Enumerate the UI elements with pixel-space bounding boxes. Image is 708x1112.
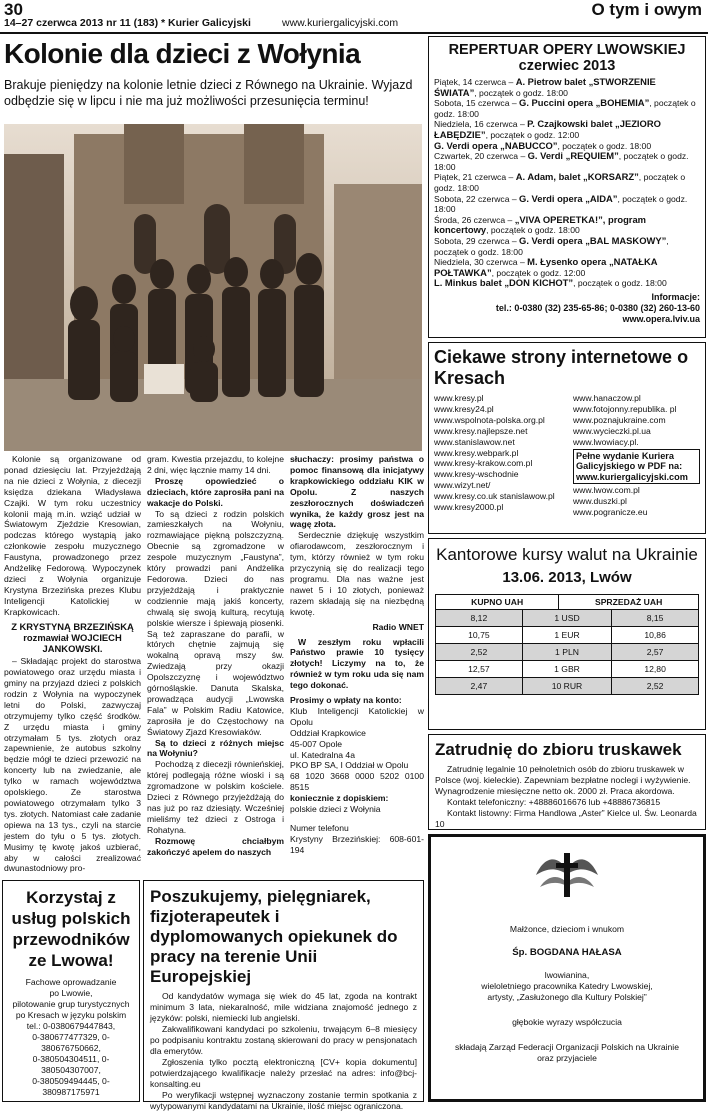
opera-item-date: Sobota, 15 czerwca – xyxy=(434,98,520,109)
opera-item-title: G. Verdi opera „NABUCCO” xyxy=(434,139,558,151)
website-link[interactable]: www.kresy-wschodnie xyxy=(434,469,519,480)
website-link[interactable]: www.kresy.co.uk stanislawow.pl xyxy=(434,491,555,502)
interview-question: Proszę opowiedzieć o dzieciach, które zaprosiła pani na wakacje do Polski. xyxy=(147,475,284,508)
pdf-edition-url[interactable]: www.kuriergalicyjski.com xyxy=(575,471,688,482)
site-url: www.kuriergalicyjski.com xyxy=(282,17,399,29)
nurse-job-paragraph: Od kandydatów wymaga się wiek do 45 lat, zgoda na kontrakt minimum 3 lata, niekaralność, mile widziana znajomość jednego z języków: polski, niemiecki lub angielski. xyxy=(150,991,417,1023)
websites-left-list xyxy=(434,393,573,518)
nurse-job-paragraph: Zgłoszenia tylko pocztą elektroniczną [CV+ kopia dokumentu] potwierdzającego kwalifikacje należy przesłać na adres: info@bcj-konsalting.eu xyxy=(150,1057,417,1089)
opera-item-title: A. Pietrow balet „STWORZENIE ŚWIATA” xyxy=(434,76,656,98)
obituary-box xyxy=(428,834,706,1102)
account-line: Klub Inteligencji Katolickiej w Opolu xyxy=(290,705,424,727)
opera-phones: tel.: 0-0380 (32) 235-65-86; 0-0380 (32) 260-13-60 xyxy=(495,302,700,313)
account-label: Prosimy o wpłaty na konto: xyxy=(290,695,402,706)
opera-item-time: , początek o godz. 12:00 xyxy=(491,267,586,278)
article-paragraph: – Składając projekt do starostwa powiatowego oraz urzędu miasta i gminy na przyjazd dzieci z polskich rodzin z Wołynia na wypoczynek letni do Polski, zazwyczaj otrzymujemy tylko część środków. Z urzędu miasta i gminy otrzymałam 5 tys. złotych oraz zapewnienie, że autobus szkolny będzie mógł te dzieci przewozić na koncerty lub na zwiedzanie, ale tylko w ramach województwa opolskiego. Ze starostwa powiatowego otrzymałam tylko 3 tys. złotych. Natomiast całe zadanie opiewa na 13 tys., czyli na starcie jestem do tyłu o 5 tys. złotych. Musimy tę kwotę jakoś uzbierać, aby w całości zrealizować dwunastodniowy pro- xyxy=(4,656,141,874)
website-link[interactable]: www.kresy-krakow.com.pl xyxy=(434,458,533,469)
website-link[interactable]: www.wizyt.net/ xyxy=(434,480,491,491)
account-line: ul. Katedralna 4a xyxy=(290,749,355,760)
opera-item xyxy=(434,172,700,193)
exchange-rates-box xyxy=(428,538,706,730)
article-paragraph: Serdecznie dziękuję wszystkim ofiarodawcom, zeszłorocznym i tym, którzy również w tym roku przyczynią się do realizacji tego programu. Dla nas ważne jest nawet 5 i 10 złotych, ponieważ razem składają się na niezbędną kwotę. xyxy=(290,530,424,617)
appeal-text: słuchaczy: prosimy państwa o pomoc finansową dla inicjatywy krapkowickiego oddziału KIK w Opolu. Z naszych zeszłorocznych doświadczeń wynika, że każdy grosz jest na wagę złota. xyxy=(290,454,424,530)
guide-line: Fachowe oprowadzanie xyxy=(25,977,117,987)
opera-item xyxy=(434,194,700,215)
article-column-3 xyxy=(290,454,424,856)
nurse-job-title: Poszukujemy, pielęgniarek, fizjoterapeutek i dyplomowanych opiekunek do pracy na terenie Unii Europejskiej xyxy=(150,887,398,986)
obituary-desc-line: artysty, „Zasłużonego dla Kultury Polskiej” xyxy=(487,992,647,1002)
currency: 1 GBR xyxy=(522,661,611,678)
buy-rate: 12,57 xyxy=(436,661,523,678)
article-lead: Brakuje pieniędzy na kolonie letnie dzieci z Równego na Ukrainie. Wyjazd odbędzie się w lipcu i nie ma już możliwości przesunięcia terminu! xyxy=(4,78,413,108)
website-link[interactable]: www.kresy.najlepsze.net xyxy=(434,425,528,436)
account-line: PKO BP SA, I Oddział w Opolu xyxy=(290,760,409,771)
sell-rate: 2,52 xyxy=(612,678,699,695)
guide-line: pilotowanie grup turystycznych xyxy=(12,999,130,1009)
header-sell: SPRZEDAŻ UAH xyxy=(559,595,699,610)
opera-item xyxy=(434,77,700,98)
opera-item-time: , początek o godz. 18:00 xyxy=(573,278,667,289)
obituary-name: Śp. BOGDANA HAŁASA xyxy=(512,947,622,958)
opera-item-title: G. Verdi opera „BAL MASKOWY” xyxy=(519,234,667,246)
obituary-signature xyxy=(441,1042,693,1064)
article-column-1 xyxy=(4,454,141,874)
section-title: O tym i owym xyxy=(591,0,702,19)
opera-item-date: Środa, 26 czerwca – xyxy=(434,214,515,225)
opera-item-title: L. Minkus balet „DON KICHOT” xyxy=(434,277,574,289)
exchange-row xyxy=(436,627,699,644)
website-link[interactable]: www.fotojonny.republika. pl xyxy=(572,403,677,414)
phone-number: Krystyny Brzezińskiej: 608-601-194 xyxy=(290,833,424,855)
opera-item xyxy=(434,257,700,278)
website-link[interactable]: www.stanislawow.net xyxy=(434,436,515,447)
article-title: Kolonie dla dzieci z Wołynia xyxy=(4,38,361,69)
opera-repertoire-box xyxy=(428,36,706,338)
nurse-job-paragraph: Zakwalifikowani kandydaci po szkoleniu, trwającym 6–8 miesięcy po podpisaniu kontraktu zostaną skierowani do pracy w pensjonatach dla emerytów. xyxy=(150,1024,417,1056)
nurse-job-box xyxy=(143,880,424,1111)
opera-item-date: Niedziela, 16 czerwca – xyxy=(434,119,528,130)
interview-byline: Z KRYSTYNĄ BRZEZIŃSKĄ rozmawiał WOJCIECH JANKOWSKI. xyxy=(11,620,134,654)
currency: 1 USD xyxy=(522,610,611,627)
opera-item-time: , początek o godz. 18:00 xyxy=(434,151,689,172)
opera-item-date: Piątek, 14 czerwca – xyxy=(434,77,516,87)
account-note-label: koniecznie z dopiskiem: xyxy=(290,793,389,804)
websites-right-list xyxy=(573,393,700,518)
obituary-condolences: głębokie wyrazy współczucia xyxy=(512,1017,622,1027)
account-line: Oddział Krapkowice xyxy=(290,727,366,738)
strawberry-job-box xyxy=(428,734,706,830)
account-number: 68 1020 3668 0000 5202 0100 8515 xyxy=(290,771,424,793)
strawberry-job-title: Zatrudnię do zbioru truskawek xyxy=(435,740,682,759)
obituary-opening: Małżonce, dzieciom i wnukom xyxy=(509,924,625,934)
sell-rate: 2,57 xyxy=(612,644,699,661)
sell-rate: 8,15 xyxy=(612,610,699,627)
guide-line: 0-380504304511, 0-380504307007, xyxy=(32,1054,110,1075)
opera-item-time: , początek o godz. 18:00 xyxy=(557,140,652,151)
opera-item-time: , początek o godz. 12:00 xyxy=(485,129,580,140)
phone-label: Numer telefonu xyxy=(290,823,349,833)
guide-ad-box xyxy=(2,880,140,1102)
exchange-row xyxy=(436,644,699,661)
buy-rate: 10,75 xyxy=(436,627,523,644)
obituary-description xyxy=(441,970,693,1003)
guide-title: Korzystaj z usług polskich przewodników ze Lwowa! xyxy=(11,888,131,970)
opera-item-time: , początek o godz. 18:00 xyxy=(434,172,686,193)
guide-line: po Lwowie, xyxy=(49,988,93,998)
websites-box xyxy=(428,342,706,534)
pdf-edition-box xyxy=(573,449,700,485)
page-number: 30 xyxy=(4,0,23,19)
obituary-desc-line: lwowianina, xyxy=(544,970,590,980)
group-photo xyxy=(4,124,422,451)
website-link[interactable]: www.kresy2000.pl xyxy=(434,502,504,513)
websites-title: Ciekawe strony internetowe o Kresach xyxy=(434,347,689,388)
opera-item-title: G. Verdi opera „AIDA” xyxy=(519,192,618,204)
exchange-title: Kantorowe kursy walut na Ukrainie xyxy=(436,545,698,564)
buy-rate: 2,47 xyxy=(436,678,523,695)
source-credit: Radio WNET xyxy=(372,621,424,632)
exchange-row xyxy=(436,678,699,695)
currency: 1 PLN xyxy=(522,644,611,661)
strawberry-job-phone: Kontakt telefoniczny: +48886016676 lub +48886736815 xyxy=(447,797,661,807)
opera-item-time: , początek o godz. 18:00 xyxy=(434,193,688,215)
buy-rate: 2,52 xyxy=(436,644,523,661)
exchange-row xyxy=(436,661,699,678)
opera-item-time: , początek o godz. 18:00 xyxy=(474,87,568,98)
opera-item xyxy=(434,215,700,236)
exchange-table xyxy=(435,594,699,695)
opera-item xyxy=(434,236,700,257)
strawberry-job-body: Zatrudnię legalnie 10 pełnoletnich osób do zbioru truskawek w Polsce (woj. kieleckie). Zapewniam bezpłatne noclegi i wyżywienie. Wynagrodzenie miesięczne netto ok. 2000 zł. Praca akordowa. xyxy=(435,764,691,796)
guide-line: po Kresach w języku polskim xyxy=(15,1010,127,1020)
website-link[interactable]: www.poznajukraine.com xyxy=(572,414,666,425)
pdf-edition-label: Pełne wydanie Kuriera Galicyjskiego w PDF na: xyxy=(575,450,683,472)
website-link[interactable]: www.lwow.com.pl xyxy=(572,485,640,496)
opera-item-title: „VIVA OPERETKA!”, program koncertowy xyxy=(434,213,646,236)
guide-line: tel.: 0-0380679447843, xyxy=(26,1021,116,1031)
header-buy: KUPNO UAH xyxy=(436,595,559,610)
obituary-from-line: składają Zarząd Federacji Organizacji Polskich na Ukrainie xyxy=(454,1042,679,1052)
article-intro: Kolonie są organizowane od ponad dziesięciu lat. Przyjeżdżają na nie dzieci z Wołynia, z diecezji księdza dziekana Władysława Czajki. W tym roku uczestnicy kolonii mają m.in. wziąć udział w Światowym Zjeździe Kresowian, podczas którego wystąpią jako członkowie zespołu muzycznego Faustyna, prowadzonego przez Andżelikę Fedorową. Wypoczynek dzieci z Wołynia organizuje Krystyna Brzezińska prezes Klubu Inteligencji Katolickiej w Krapkowicach. xyxy=(4,454,141,617)
website-link[interactable]: www.kresy.pl xyxy=(434,393,484,403)
interview-question: Rozmowę chciałbym zakończyć apelem do naszych xyxy=(147,835,284,857)
account-note: polskie dzieci z Wołynia xyxy=(290,804,381,815)
article-paragraph: Pochodzą z diecezji równieńskiej, której podlegają różne wioski i są zgromadzone w polskim kościele. Dzieci z Równego przyjeżdżają do nas już po raz dziesiąty. Wcześniej mieliśmy też dzieci z Ostroga i Rohatyna. xyxy=(147,759,284,835)
opera-item-title: G. Verdi „REQUIEM” xyxy=(527,150,619,162)
opera-item-time: , początek o godz. 18:00 xyxy=(434,98,696,119)
website-link[interactable]: www.kresy24.pl xyxy=(434,403,494,414)
opera-item-title: G. Puccini opera „BOHEMIA” xyxy=(519,97,650,109)
strawberry-job-address: Kontakt listowny: Firma Handlowa „Aster” Kielce ul. Św. Leonarda 10 xyxy=(435,808,697,829)
website-link[interactable]: www.wspolnota-polska.org.pl xyxy=(434,414,545,425)
account-line: 45-007 Opole xyxy=(290,738,343,749)
opera-item xyxy=(434,278,700,289)
exchange-row xyxy=(436,610,699,627)
opera-title: REPERTUAR OPERY LWOWSKIEJ xyxy=(448,42,686,58)
obituary-desc-line: wieloletniego pracownika Katedry Lwowskiej, xyxy=(481,981,653,991)
issue-info: 14–27 czerwca 2013 nr 11 (183) * Kurier Galicyjski xyxy=(4,17,251,29)
sell-rate: 10,86 xyxy=(612,627,699,644)
guide-line: 0-380509494445, 0-380987175971 xyxy=(32,1076,110,1097)
website-link[interactable]: www.lwowiacy.pl. xyxy=(572,436,639,447)
article-paragraph: To są dzieci z rodzin polskich zamieszkałych na Wołyniu, rozmawiające piękną polszczyzną. Obecnie są zgromadzone w zespole muzycznym „Faustyna”, który prowadzi pani Andżelika Fedorowa. Dzieci do nas przyjeżdżają i praktycznie codziennie mają jakiś koncerty, chwalą się swoją kulturą, recytują polskie wiersze i śpiewają piosenki. Są też zapraszane do parafii, w których chętnie zajmują się wokalną opravą mszy św. Zwiedzają przy okazji Opolszczyznę i województwo górnośląskie. Danuta Skalska, prowadząca audycji „Lwowska Fala” w Polskim Radiu Katowice, zaprosiła je do Częstochowy na Światowy Zjazd Kresowiaków. xyxy=(147,508,284,737)
currency: 1 EUR xyxy=(522,627,611,644)
opera-item-title: A. Adam, balet „KORSARZ” xyxy=(515,171,639,183)
opera-item-date: Niedziela, 30 czerwca – xyxy=(434,257,528,268)
article-column-2 xyxy=(147,454,284,858)
website-link[interactable]: www.hanaczow.pl xyxy=(572,393,641,403)
website-link[interactable]: www.kresy.webpark.pl xyxy=(434,447,519,458)
nurse-job-body xyxy=(150,991,417,1112)
interview-question: Są to dzieci z różnych miejsc na Wołyniu? xyxy=(147,737,284,759)
article-paragraph: gram. Kwestia przejazdu, to kolejne 2 dni, więc łącznie mamy 14 dni. xyxy=(147,454,284,475)
header-rule xyxy=(0,32,708,34)
opera-item-title: M. Łysenko opera „NATAŁKA POŁTAWKA” xyxy=(434,256,658,278)
buy-rate: 8,12 xyxy=(436,610,523,627)
opera-item xyxy=(434,119,700,140)
sell-rate: 12,80 xyxy=(612,661,699,678)
appeal-text: W zeszłym roku wpłacili Państwo prawie 10 tysięcy złotych! Liczymy na to, że również w tym roku uda się nam tego dokonać. xyxy=(290,636,424,691)
nurse-job-paragraph: Po weryfikacji wstępnej wyznaczony zostanie termin spotkania z wytypowanymi kandydatami na Ukrainie, ilość miejsc ograniczona. xyxy=(150,1090,417,1111)
opera-item-date: Sobota, 22 czerwca – xyxy=(434,193,520,204)
opera-url[interactable]: www.opera.lviv.ua xyxy=(622,313,700,324)
opera-item-date: Piątek, 21 czerwca – xyxy=(434,172,516,183)
opera-item-title: P. Czajkowski balet „JEZIORO ŁABĘDZIE” xyxy=(434,118,661,140)
exchange-date: 13.06. 2013, Lwów xyxy=(502,569,632,586)
guide-contact xyxy=(7,977,135,1098)
obituary-from-line: oraz przyjaciele xyxy=(537,1053,597,1063)
opera-list xyxy=(434,77,700,289)
website-link[interactable]: www.pogranicze.eu xyxy=(572,506,648,517)
guide-line: 0-380677477329, 0-380676750662, xyxy=(32,1032,110,1053)
opera-item xyxy=(434,98,700,119)
currency: 10 RUR xyxy=(522,678,611,695)
opera-month: czerwiec 2013 xyxy=(518,58,616,74)
opera-info-label: Informacje: xyxy=(651,291,700,302)
opera-item-date: Sobota, 29 czerwca – xyxy=(434,235,520,246)
opera-item xyxy=(434,151,700,172)
website-link[interactable]: www.duszki.pl xyxy=(572,495,627,506)
opera-item-time: , początek o godz. 18:00 xyxy=(434,235,669,257)
opera-item-date: Czwartek, 20 czerwca – xyxy=(434,151,528,162)
opera-item-time: , początek o godz. 18:00 xyxy=(486,225,580,236)
obituary-cross-icon xyxy=(441,845,693,912)
group-photo-illustration xyxy=(4,124,422,451)
website-link[interactable]: www.wycieczki.pl.ua xyxy=(572,425,651,436)
